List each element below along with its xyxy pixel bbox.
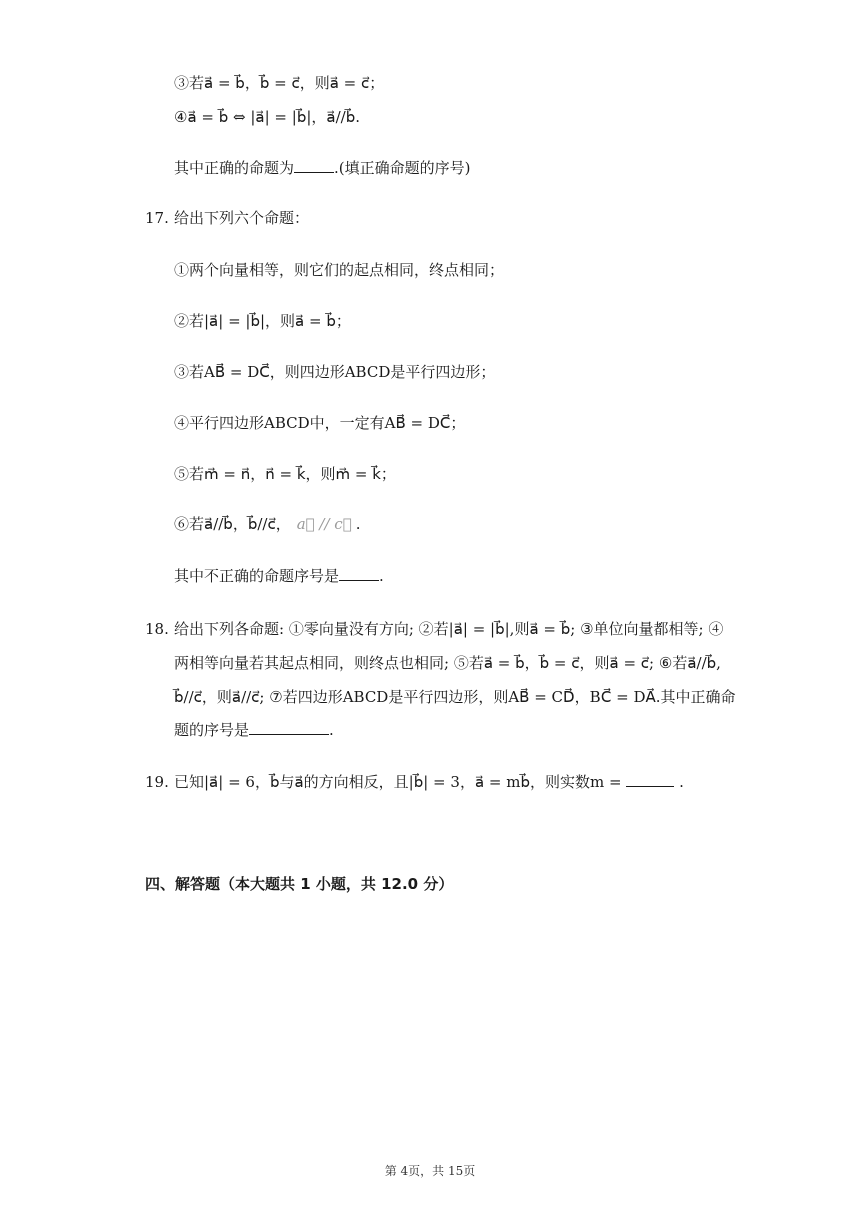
question-number: 17. (145, 209, 169, 227)
q19-text-body: 已知|a⃗| = 6，b⃗与a⃗的方向相反，且|b⃗| = 3，a⃗ = mb⃗，则实数m = (174, 773, 627, 791)
q17-intro: 给出下列六个命题： (174, 209, 310, 227)
page-footer: 第 4页，共 15页 (384, 1164, 476, 1178)
q17-proposition-3: ③若AB⃗ = DC⃗，则四边形ABCD是平行四边形； (174, 363, 496, 381)
q18-line-3: b⃗//c⃗，则a⃗//c⃗; ⑦若四边形ABCD是平行四边形，则AB⃗ = CD⃗，BC⃗ = DA⃗.其中正确命 (174, 688, 736, 706)
q17-proposition-2: ②若|a⃗| = |b⃗|，则a⃗ = b⃗； (174, 312, 351, 330)
q16-proposition-3: ③若a⃗ = b⃗，b⃗ = c⃗，则a⃗ = c⃗； (174, 74, 385, 92)
q19-text-suffix: . (674, 773, 684, 791)
answer-blank[interactable] (626, 771, 674, 787)
q16-proposition-4: ④a⃗ = b⃗ ⇔ |a⃗| = |b⃗|，a⃗//b⃗. (174, 108, 360, 126)
q17-prompt (174, 565, 384, 587)
q16-prompt-text: 其中正确的命题为 (174, 159, 295, 177)
answer-blank[interactable] (339, 565, 379, 581)
q18-line-4 (174, 719, 334, 741)
q17-proposition-1: ①两个向量相等，则它们的起点相同，终点相同； (174, 261, 505, 279)
q17-proposition-4: ④平行四边形ABCD中，一定有AB⃗ = DC⃗； (174, 414, 466, 432)
q19-text (174, 771, 684, 793)
q18-prompt-text: 题的序号是 (174, 721, 250, 739)
q17-prompt-suffix: . (379, 567, 384, 585)
question-number: 19. (145, 773, 169, 791)
q17-proposition-6-formula: a⃗ // c⃗ (296, 515, 352, 533)
q16-prompt-suffix: .(填正确命题的序号) (334, 159, 471, 177)
q16-prompt (174, 157, 471, 179)
q17-prompt-text: 其中不正确的命题序号是 (174, 567, 340, 585)
answer-blank[interactable] (249, 719, 329, 735)
q17-proposition-6 (174, 513, 360, 535)
q17-proposition-6-text: ⑥若a⃗//b⃗，b⃗//c⃗， (174, 515, 291, 533)
question-number: 18. (145, 620, 169, 638)
q17-proposition-5: ⑤若m⃗ = n⃗，n⃗ = k⃗，则m⃗ = k⃗； (174, 465, 396, 483)
section-heading: 四、解答题（本大题共 1 小题，共 12.0 分） (145, 875, 454, 893)
answer-blank[interactable] (294, 157, 334, 173)
q17-proposition-6-period: . (355, 515, 361, 533)
q18-line-2: 两相等向量若其起点相同，则终点也相同; ⑤若a⃗ = b⃗，b⃗ = c⃗，则a⃗ = c⃗; ⑥若a⃗//b⃗, (174, 654, 721, 672)
q18-prompt-suffix: . (329, 721, 334, 739)
q18-line-1: 给出下列各命题: ①零向量没有方向; ②若|a⃗| = |b⃗|,则a⃗ = b⃗; ③单位向量都相等; ④ (174, 620, 724, 638)
